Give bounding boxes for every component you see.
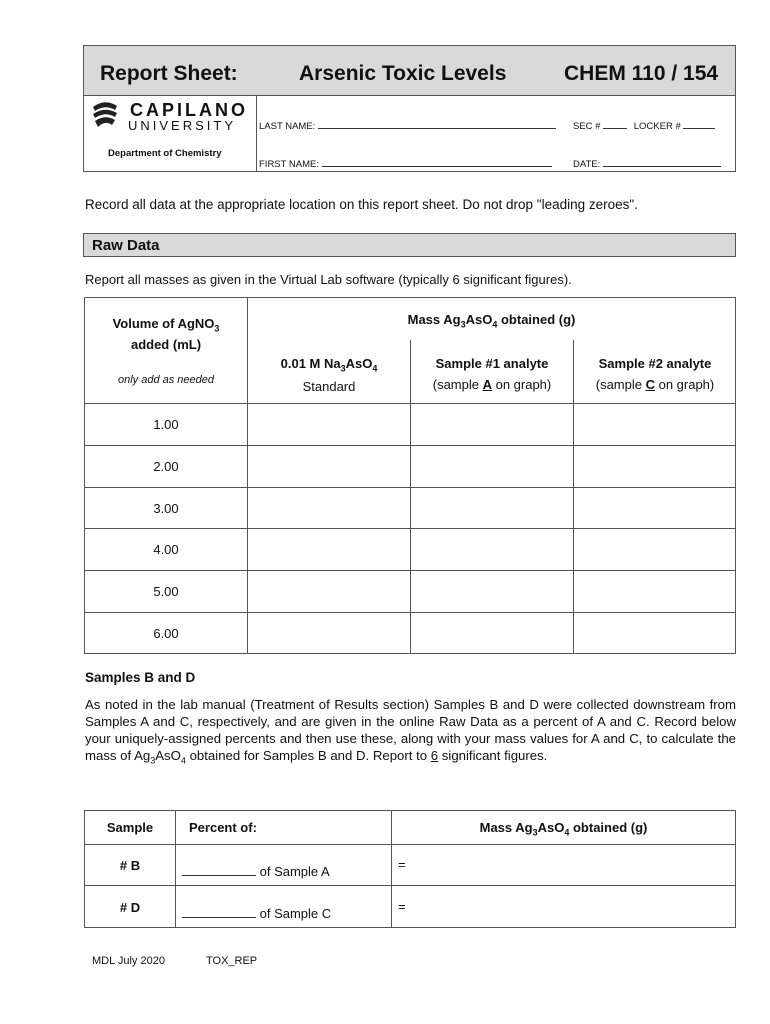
footer-code: TOX_REP xyxy=(206,955,258,967)
samples-bd-heading: Samples B and D xyxy=(85,670,196,685)
volume-row-6: 6.00 xyxy=(153,626,179,641)
col-standard-header: 0.01 M $Na_3AsO_4$ Standard xyxy=(280,356,378,394)
col-mass-header: Mass $Ag_3AsO_4$ obtained (g) xyxy=(479,820,648,838)
locker-label: LOCKER # xyxy=(633,121,681,132)
locker-field[interactable] xyxy=(683,119,715,129)
raw-data-instruction: Report all masses as given in the Virtual Lab software (typically 6 significant figures). xyxy=(85,272,572,287)
logo-sub: UNIVERSITY xyxy=(128,118,237,133)
col-percent-header: Percent of: xyxy=(189,820,257,835)
sample-d-percent: of Sample C xyxy=(182,905,331,921)
col-volume-note: only add as needed xyxy=(117,374,215,386)
col-mass-group-header: Mass $Ag_3AsO_4$ obtained (g) xyxy=(407,312,576,330)
sample-d-percent-field[interactable] xyxy=(182,905,256,918)
sample-b-label: # B xyxy=(119,858,141,873)
student-info xyxy=(256,95,735,171)
volume-row-5: 5.00 xyxy=(153,584,179,599)
volume-row-1: 1.00 xyxy=(153,417,179,432)
first-name-label: FIRST NAME: xyxy=(259,159,319,170)
volume-row-4: 4.00 xyxy=(153,542,179,557)
col-sample-header: Sample xyxy=(106,820,154,835)
last-name-label: LAST NAME: xyxy=(259,121,316,132)
samples-bd-paragraph: As noted in the lab manual (Treatment of Results section) Samples B and D were collected downstream from Samples A and C, respectively, and are given in the online Raw Data as a percent of A and C. Record below your uniquely-assigned percents and then use these, along with your mass values for A and C, to calculate the mass of $Ag_3AsO_4$ obtained for Samples B and D. Report to 6 significant figures. xyxy=(85,697,736,766)
report-header xyxy=(83,45,736,172)
col-sample2-header: Sample #2 analyte (sample C on graph) xyxy=(595,356,715,392)
sec-label: SEC # xyxy=(573,121,601,132)
department: Department of Chemistry xyxy=(108,148,222,159)
col-volume-header: Volume of AgNO$_3$ added (mL) xyxy=(112,316,220,352)
sample-b-percent-field[interactable] xyxy=(182,863,256,876)
raw-data-table xyxy=(84,297,736,654)
date-label: DATE: xyxy=(573,159,601,170)
volume-row-3: 3.00 xyxy=(153,501,179,516)
samples-table xyxy=(84,810,736,928)
experiment-title: Arsenic Toxic Levels xyxy=(299,62,507,85)
sec-field[interactable] xyxy=(603,119,627,129)
footer-date: MDL July 2020 xyxy=(92,955,165,967)
date-field[interactable] xyxy=(603,157,721,167)
last-name-field[interactable] xyxy=(318,119,556,129)
section-title: Raw Data xyxy=(92,237,160,254)
logo-name: CAPILANO xyxy=(130,100,248,120)
first-name-field[interactable] xyxy=(322,157,552,167)
logo-cell xyxy=(84,95,257,171)
sample-d-label: # D xyxy=(119,900,141,915)
title-band xyxy=(84,46,735,96)
course-code: CHEM 110 / 154 xyxy=(564,62,719,85)
volume-row-2: 2.00 xyxy=(153,459,179,474)
raw-data-section-bar xyxy=(83,233,736,257)
sample-b-percent: of Sample A xyxy=(182,863,330,879)
col-sample1-header: Sample #1 analyte (sample A on graph) xyxy=(432,356,552,392)
sample-b-mass-eq[interactable]: = xyxy=(398,857,406,872)
capilano-logo-icon xyxy=(90,100,120,130)
sample-d-mass-eq[interactable]: = xyxy=(398,899,406,914)
report-sheet-label: Report Sheet: xyxy=(100,62,238,85)
intro-text: Record all data at the appropriate location on this report sheet. Do not drop "leading zeroes". xyxy=(85,197,638,212)
